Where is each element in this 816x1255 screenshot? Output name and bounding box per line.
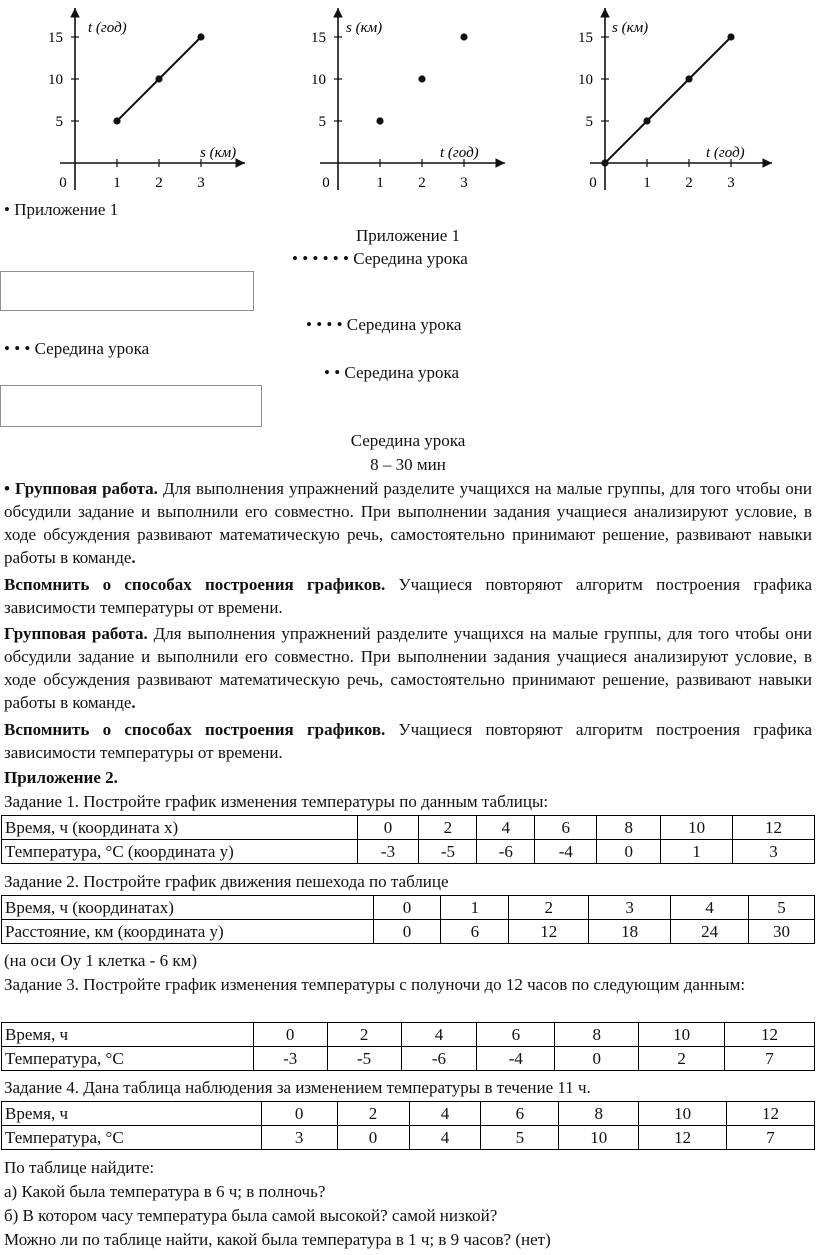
bullet-line-5: • • • Середина урока <box>4 339 150 358</box>
graph-1-ylabel: t (год) <box>88 20 127 36</box>
data-point <box>601 159 608 166</box>
cell: 18 <box>589 920 671 944</box>
cell: 12 <box>725 1023 815 1047</box>
cell: 2 <box>337 1102 409 1126</box>
cell: 8 <box>597 816 661 840</box>
cell: -3 <box>357 840 419 864</box>
paragraph-1-end: . <box>131 548 136 567</box>
bullet-line-1: • Приложение 1 <box>4 200 119 219</box>
task-1-table <box>1 815 815 864</box>
paragraph-3-end: . <box>131 693 136 712</box>
x-tick-label: 3 <box>197 175 205 191</box>
bullet-line-6: • • Середина урока <box>324 363 460 382</box>
cell: 8 <box>555 1023 639 1047</box>
table-row <box>2 1023 815 1047</box>
x-tick-label: 0 <box>589 175 597 191</box>
cell: 2 <box>509 896 589 920</box>
paragraph-1-bold: • Групповая работа. <box>4 479 158 498</box>
time-label: 8 – 30 мин <box>370 455 446 474</box>
cell: 0 <box>373 896 441 920</box>
cell: 8 <box>559 1102 639 1126</box>
cell: 3 <box>733 840 815 864</box>
cell: 12 <box>639 1126 727 1150</box>
x-tick-label: 2 <box>155 175 163 191</box>
cell: 24 <box>671 920 749 944</box>
y-tick-label: 10 <box>578 72 593 88</box>
cell: 6 <box>477 1023 555 1047</box>
graph-3-ylabel: s (км) <box>612 20 649 36</box>
table-row <box>2 1126 815 1150</box>
table-row <box>2 840 815 864</box>
cell: 12 <box>727 1102 815 1126</box>
cell: 4 <box>401 1023 477 1047</box>
cell: 4 <box>409 1102 481 1126</box>
graph-3 <box>578 8 772 191</box>
cell: 1 <box>661 840 733 864</box>
cell: -4 <box>535 840 597 864</box>
paragraph-group-work-2 <box>4 622 812 714</box>
row-label: Время, ч <box>2 1023 254 1047</box>
table-row <box>2 816 815 840</box>
empty-frame-2 <box>0 385 262 427</box>
cell: -5 <box>419 840 477 864</box>
row-label: Расстояние, км (координата у) <box>2 920 374 944</box>
row-label: Температура, °С <box>2 1047 254 1071</box>
paragraph-1-text: Для выполнения упражнений разделите учащихся на малые группы, для того чтобы они обсудили задание и выполнили его совместно. При выполнении задания учащиеся анализируют условие, в ходе обсуждения развивают математическую речь, самостоятельно принимают решение, развивают навыки работы в команде <box>4 479 812 567</box>
row-label: Время, ч <box>2 1102 262 1126</box>
cell: 10 <box>661 816 733 840</box>
data-point <box>460 33 467 40</box>
cell: 7 <box>727 1126 815 1150</box>
paragraph-3-text: Для выполнения упражнений разделите учащихся на малые группы, для того чтобы они обсудили задание и выполнили его совместно. При выполнении задания учащиеся анализируют условие, в ходе обсуждения развивают математическую речь, самостоятельно принимают решение, развивают навыки работы в команде <box>4 624 812 712</box>
y-tick-label: 5 <box>585 114 593 130</box>
bullet-line-3: • • • • • • Середина урока <box>292 249 468 268</box>
cell: 4 <box>409 1126 481 1150</box>
cell: 1 <box>441 896 509 920</box>
x-tick-label: 2 <box>685 175 693 191</box>
cell: 4 <box>477 816 535 840</box>
task-1-title: Задание 1. Постройте график изменения температуры по данным таблицы: <box>4 792 549 811</box>
cell: 7 <box>725 1047 815 1071</box>
cell: 0 <box>337 1126 409 1150</box>
graph-1-xlabel: s (км) <box>200 145 237 161</box>
cell: 12 <box>733 816 815 840</box>
task-2-title: Задание 2. Постройте график движения пешехода по таблице <box>4 872 449 891</box>
cell: -4 <box>477 1047 555 1071</box>
data-point <box>727 33 734 40</box>
cell: 0 <box>373 920 441 944</box>
table-row <box>2 1102 815 1126</box>
x-tick-label: 1 <box>643 175 651 191</box>
graph-1 <box>48 8 245 191</box>
x-tick-label: 1 <box>113 175 121 191</box>
row-label: Время, ч (координата х) <box>2 816 358 840</box>
task-3-table <box>1 1022 815 1071</box>
question-a: а) Какой была температура в 6 ч; в полночь? <box>4 1182 326 1201</box>
cell: 0 <box>253 1023 327 1047</box>
task-4-title: Задание 4. Дана таблица наблюдения за изменением температуры в течение 11 ч. <box>4 1078 591 1097</box>
cell: -5 <box>327 1047 401 1071</box>
question-b: б) В котором часу температура была самой высокой? самой низкой? <box>4 1206 498 1225</box>
cell: 4 <box>671 896 749 920</box>
data-point <box>155 75 162 82</box>
task-3-title: Задание 3. Постройте график изменения температуры с полуночи до 12 часов по следующим данным: <box>4 975 746 994</box>
paragraph-group-work-1 <box>4 477 812 569</box>
row-label: Температура, °С <box>2 1126 262 1150</box>
y-tick-label: 10 <box>311 72 326 88</box>
graph-2 <box>311 8 505 191</box>
table-row <box>2 896 815 920</box>
cell: 30 <box>749 920 815 944</box>
x-tick-label: 0 <box>322 175 330 191</box>
paragraph-2-bold: Вспомнить о способах построения графиков. <box>4 575 386 594</box>
cell: 6 <box>535 816 597 840</box>
y-tick-label: 15 <box>311 30 326 46</box>
data-point <box>685 75 692 82</box>
task-4-table <box>1 1101 815 1150</box>
cell: 0 <box>261 1102 337 1126</box>
y-tick-label: 5 <box>55 114 63 130</box>
question-c: Можно ли по таблице найти, какой была температура в 1 ч; в 9 часов? (нет) <box>4 1230 551 1249</box>
paragraph-4-text: Учащиеся повторяют алгоритм построения графика зависимости температуры от времени. <box>4 720 813 762</box>
cell: 0 <box>357 816 419 840</box>
cell: 2 <box>419 816 477 840</box>
cell: 10 <box>639 1023 725 1047</box>
paragraph-2-text: Учащиеся повторяют алгоритм построения графика зависимости температуры от времени. <box>4 575 813 617</box>
graphs-area <box>0 0 816 200</box>
cell: 0 <box>555 1047 639 1071</box>
y-tick-label: 5 <box>318 114 326 130</box>
x-tick-label: 3 <box>727 175 735 191</box>
empty-frame-1 <box>0 271 254 311</box>
cell: 3 <box>261 1126 337 1150</box>
data-point <box>376 117 383 124</box>
task-2-table <box>1 895 815 944</box>
x-tick-label: 1 <box>376 175 384 191</box>
cell: 2 <box>639 1047 725 1071</box>
graph-2-xlabel: t (год) <box>440 145 479 161</box>
x-tick-label: 0 <box>59 175 67 191</box>
data-point <box>418 75 425 82</box>
row-label: Температура, °С (координата у) <box>2 840 358 864</box>
task-2-note: (на оси Оу 1 клетка - 6 км) <box>4 951 198 970</box>
cell: 2 <box>327 1023 401 1047</box>
table-row <box>2 1047 815 1071</box>
x-tick-label: 3 <box>460 175 468 191</box>
cell: 3 <box>589 896 671 920</box>
paragraph-4-bold: Вспомнить о способах построения графиков. <box>4 720 386 739</box>
cell: 5 <box>481 1126 559 1150</box>
paragraph-recall-2 <box>4 718 812 764</box>
cell: 5 <box>749 896 815 920</box>
cell: 10 <box>559 1126 639 1150</box>
y-tick-label: 10 <box>48 72 63 88</box>
graph-2-ylabel: s (км) <box>346 20 383 36</box>
bullet-line-4: • • • • Середина урока <box>306 315 462 334</box>
cell: 0 <box>597 840 661 864</box>
cell: 6 <box>441 920 509 944</box>
questions-intro: По таблице найдите: <box>4 1158 155 1177</box>
graph-3-xlabel: t (год) <box>706 145 745 161</box>
mid-lesson-label: Середина урока <box>350 431 466 450</box>
appendix-2-heading: Приложение 2. <box>4 768 118 787</box>
cell: -3 <box>253 1047 327 1071</box>
y-tick-label: 15 <box>578 30 593 46</box>
row-label: Время, ч (координатах) <box>2 896 374 920</box>
x-tick-label: 2 <box>418 175 426 191</box>
y-tick-label: 15 <box>48 30 63 46</box>
bullet-line-2: Приложение 1 <box>356 226 460 245</box>
data-point <box>643 117 650 124</box>
data-point <box>113 117 120 124</box>
cell: -6 <box>401 1047 477 1071</box>
cell: 6 <box>481 1102 559 1126</box>
data-point <box>197 33 204 40</box>
cell: 10 <box>639 1102 727 1126</box>
table-row <box>2 920 815 944</box>
cell: -6 <box>477 840 535 864</box>
paragraph-3-bold: Групповая работа. <box>4 624 148 643</box>
cell: 12 <box>509 920 589 944</box>
paragraph-recall-1 <box>4 573 812 619</box>
